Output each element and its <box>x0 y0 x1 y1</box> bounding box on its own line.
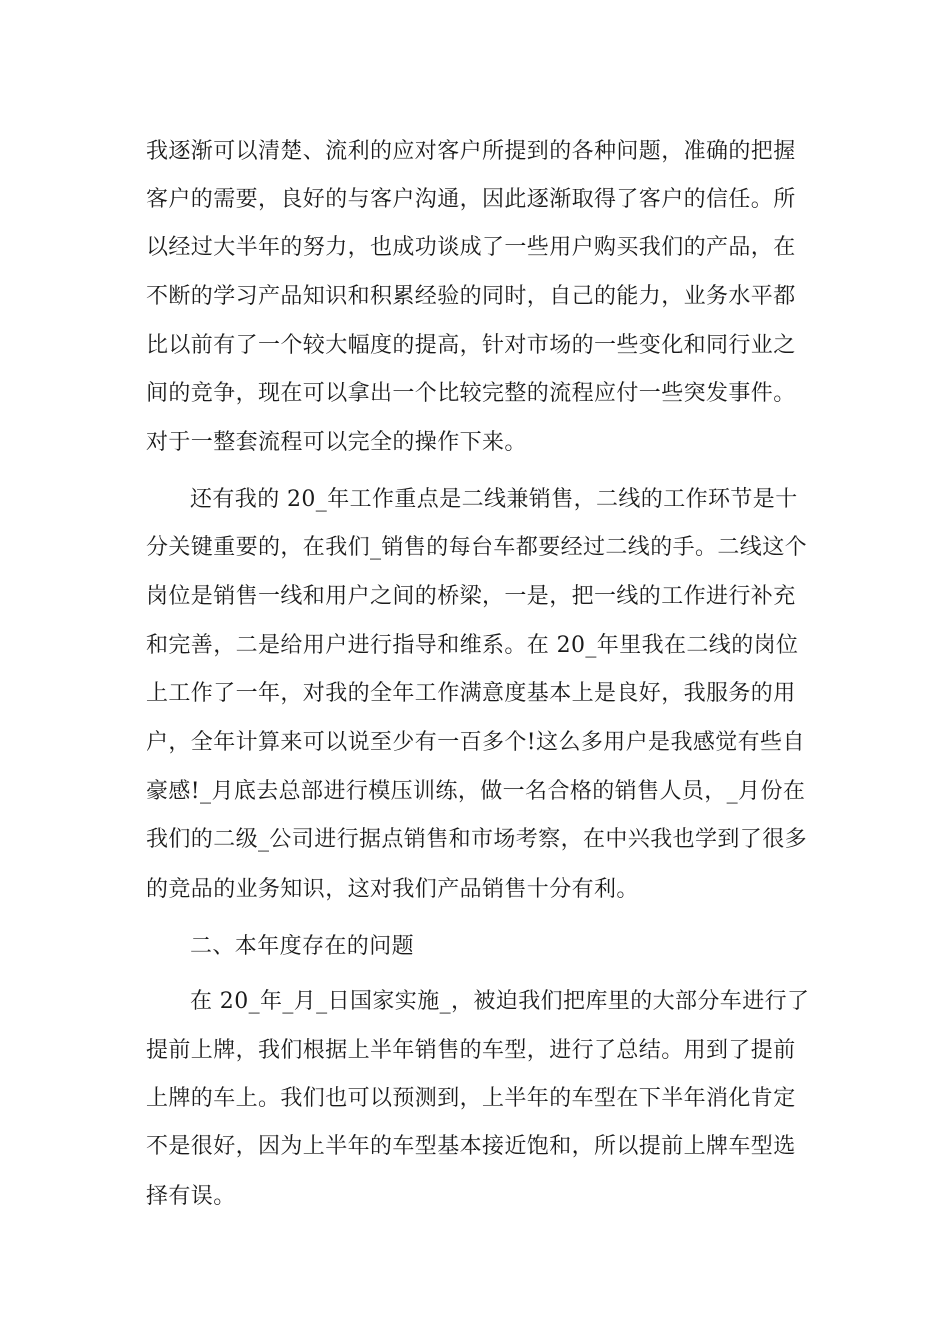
paragraph-line: 上工作了一年，对我的全年工作满意度基本上是良好，我服务的用 <box>146 681 796 706</box>
paragraph-line: 的竞品的业务知识，这对我们产品销售十分有利。 <box>146 877 639 902</box>
paragraph-line: 豪感!_月底去总部进行模压训练，做一名合格的销售人员，_月份在 <box>146 779 806 804</box>
paragraph-line: 对于一整套流程可以完全的操作下来。 <box>146 430 527 455</box>
paragraph-line: 户，全年计算来可以说至少有一百多个!这么多用户是我感觉有些自 <box>146 730 805 755</box>
paragraph-line: 和完善，二是给用户进行指导和维系。在 20_年里我在二线的岗位 <box>146 633 799 658</box>
paragraph-line: 提前上牌，我们根据上半年销售的车型，进行了总结。用到了提前 <box>146 1038 796 1063</box>
paragraph-line: 在 20_年_月_日国家实施_，被迫我们把库里的大部分车进行了 <box>190 989 810 1014</box>
paragraph-line: 我逐渐可以清楚、流利的应对客户所提到的各种问题，准确的把握 <box>146 139 796 164</box>
paragraph-line: 上牌的车上。我们也可以预测到，上半年的车型在下半年消化肯定 <box>146 1086 796 1111</box>
paragraph-line: 以经过大半年的努力，也成功谈成了一些用户购买我们的产品，在 <box>146 235 796 260</box>
paragraph-line: 客户的需要，良好的与客户沟通，因此逐渐取得了客户的信任。所 <box>146 187 796 212</box>
paragraph-line: 比以前有了一个较大幅度的提高，针对市场的一些变化和同行业之 <box>146 333 796 358</box>
paragraph-line: 分关键重要的，在我们_销售的每台车都要经过二线的手。二线这个 <box>146 535 808 560</box>
paragraph-line: 岗位是销售一线和用户之间的桥梁，一是，把一线的工作进行补充 <box>146 584 796 609</box>
section-heading: 二、本年度存在的问题 <box>190 934 415 959</box>
paragraph-line: 还有我的 20_年工作重点是二线兼销售，二线的工作环节是十 <box>190 487 798 512</box>
paragraph-line: 我们的二级_公司进行据点销售和市场考察，在中兴我也学到了很多 <box>146 827 808 852</box>
paragraph-line: 间的竞争，现在可以拿出一个比较完整的流程应付一些突发事件。 <box>146 381 796 406</box>
paragraph-line: 不是很好，因为上半年的车型基本接近饱和，所以提前上牌车型选 <box>146 1134 796 1159</box>
paragraph-line: 不断的学习产品知识和积累经验的同时，自己的能力，业务水平都 <box>146 284 796 309</box>
paragraph-line: 择有误。 <box>146 1184 236 1209</box>
